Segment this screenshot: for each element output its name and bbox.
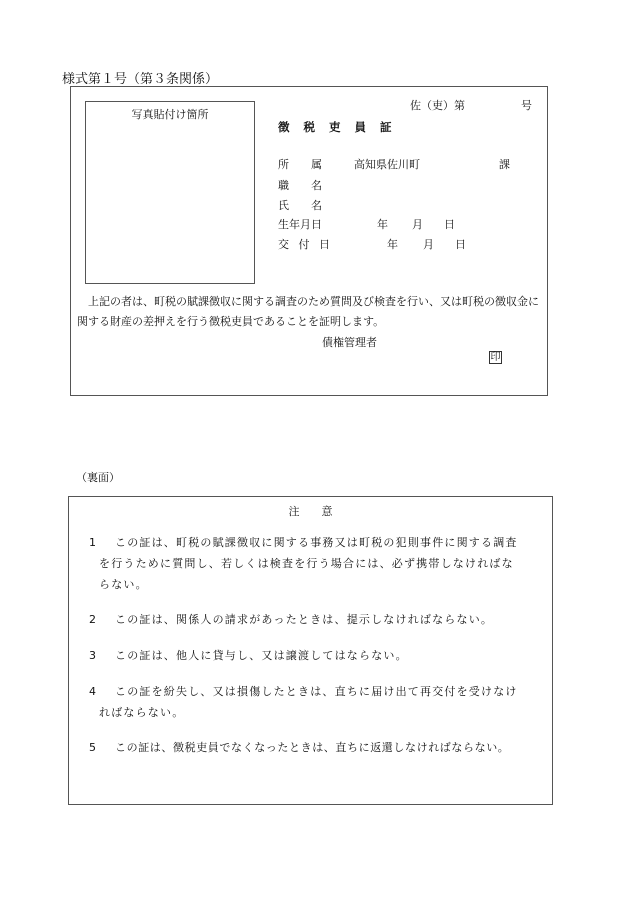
photo-area [85,101,255,284]
card-title: 徴 税 吏 員 証 [278,120,397,134]
name-label: 氏 名 [278,199,322,212]
affiliation-value: 高知県佐川町 [354,158,420,171]
notice-item [89,609,549,630]
birth-year: 年 [377,218,388,231]
issue-day: 日 [455,238,466,251]
notice-item-text [115,532,549,553]
seal-stamp: 印 [490,352,501,363]
authority: 債権管理者 [322,336,377,349]
affiliation-label: 所 属 [278,158,322,171]
notice-item-number: 5 [89,741,97,754]
notice-item-number: 1 [89,536,98,549]
notice-line: この証は、徴税吏員でなくなったときは、直ちに返還しなければならない。 [115,741,510,754]
birth-label: 生年月日 [278,218,322,231]
issue-year: 年 [387,238,398,251]
notice-title: 注 意 [288,505,333,518]
notice-line: この証を紛失し、又は損傷したときは、直ちに届け出て再交付を受けなけ [115,685,518,698]
affiliation-suffix: 課 [499,158,510,171]
notice-line: この証は、関係人の請求があったときは、提示しなければならない。 [115,613,494,626]
notice-item-number: 2 [89,613,98,626]
notice-item [89,681,549,702]
birth-month: 月 [412,218,423,231]
statement-line-1: 上記の者は、町税の賦課徴収に関する調査のため質問及び検査を行い、又は町税の徴収金に [88,295,539,308]
notice-continuation: ればならない。 [99,706,185,719]
notice-line: この証は、町税の賦課徴収に関する事務又は町税の犯則事件に関する調査 [115,536,518,549]
notice-line: この証は、他人に貸与し、又は譲渡してはならない。 [115,649,408,662]
number-suffix: 号 [521,99,532,112]
statement-line-2: 関する財産の差押えを行う徴税吏員であることを証明します。 [77,315,385,328]
issue-label: 交 付 日 [278,238,333,251]
notice-continuation: を行うために質問し、若しくは検査を行う場合には、必ず携帯しなければな [99,557,514,570]
notice-item [89,645,549,666]
birth-day: 日 [444,218,455,231]
back-label: （裏面） [76,471,120,484]
notice-item [89,737,551,758]
notice-continuation: らない。 [99,578,148,591]
photo-label: 写真貼付け箇所 [131,108,209,121]
position-label: 職 名 [278,179,322,192]
number-prefix: 佐（吏）第 [410,99,465,112]
form-title: 様式第１号（第３条関係） [62,72,219,87]
notice-item-number: 4 [89,685,98,698]
issue-month: 月 [423,238,434,251]
notice-item-number: 3 [89,649,98,662]
